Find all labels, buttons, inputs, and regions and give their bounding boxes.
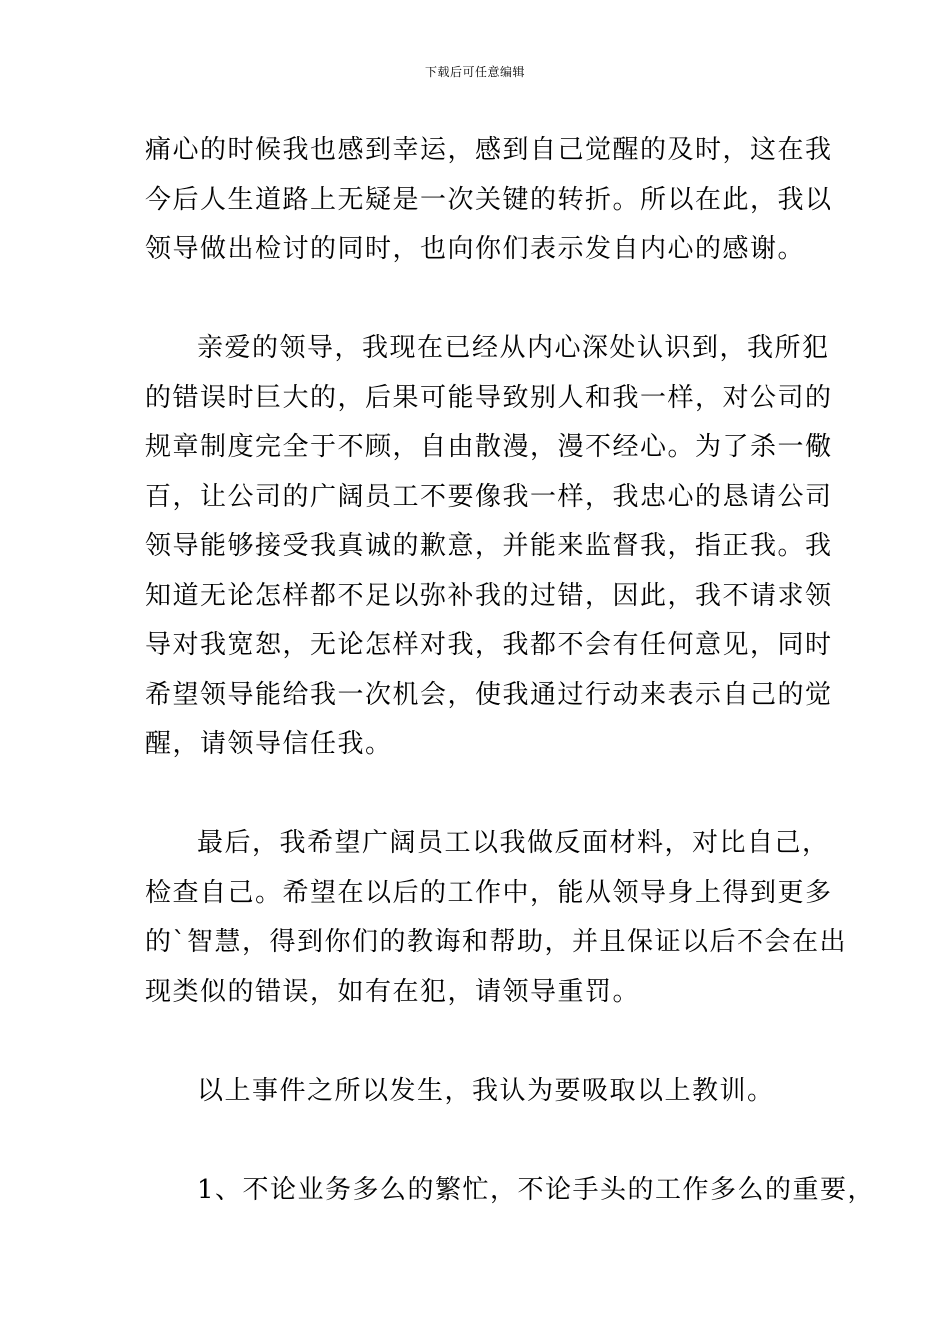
text-line: 最后，我希望广阔员工以我做反面材料，对比自己， (197, 828, 830, 858)
paragraph (145, 819, 848, 1017)
text-line: 以上事件之所以发生，我认为要吸取以上教训。 (197, 1075, 775, 1106)
document-body (145, 126, 876, 1215)
paragraph (145, 1166, 876, 1216)
paragraph (145, 324, 835, 770)
text-line: 今后人生道路上无疑是一次关键的转折。所以在此，我以 (145, 184, 833, 215)
paragraph-gap (145, 1017, 835, 1067)
text-line: 的错误时巨大的，后果可能导致别人和我一样，对公司的 (145, 382, 833, 413)
text-line: 醒，请领导信任我。 (145, 729, 393, 759)
text-line: 现类似的错误，如有在犯，请领导重罚。 (145, 976, 641, 1007)
text-line: 导对我宽恕，无论怎样对我，我都不会有任何意见，同时 (145, 630, 833, 660)
text-line: 百，让公司的广阔员工不要像我一样，我忠心的恳请公司 (145, 481, 833, 512)
paragraph-gap (145, 1116, 835, 1166)
page-header: 下载后可任意编辑 (424, 65, 525, 79)
text-line: 领导能够接受我真诚的歉意，并能来监督我，指正我。我 (145, 531, 833, 561)
text-line: 痛心的时候我也感到幸运，感到自己觉醒的及时，这在我 (145, 135, 833, 165)
text-line: 1、不论业务多么的繁忙，不论手头的工作多么的重要， (197, 1174, 876, 1205)
text-line: 知道无论怎样都不足以弥补我的过错，因此，我不请求领 (145, 580, 833, 611)
text-line: 检查自己。希望在以后的工作中，能从领导身上得到更多 (145, 877, 833, 908)
text-line: 希望领导能给我一次机会，使我通过行动来表示自己的觉 (145, 679, 833, 710)
text-line: 规章制度完全于不顾，自由散漫，漫不经心。为了杀一儆 (145, 432, 833, 462)
paragraph-gap (145, 770, 835, 820)
paragraph (145, 1067, 835, 1117)
text-line: 领导做出检讨的同时，也向你们表示发自内心的感谢。 (145, 234, 806, 264)
text-line: 的`智慧，得到你们的教诲和帮助，并且保证以后不会在出 (145, 927, 848, 957)
paragraph (145, 126, 835, 275)
text-line: 亲爱的领导，我现在已经从内心深处认识到，我所犯 (197, 333, 830, 363)
paragraph-gap (145, 275, 835, 325)
